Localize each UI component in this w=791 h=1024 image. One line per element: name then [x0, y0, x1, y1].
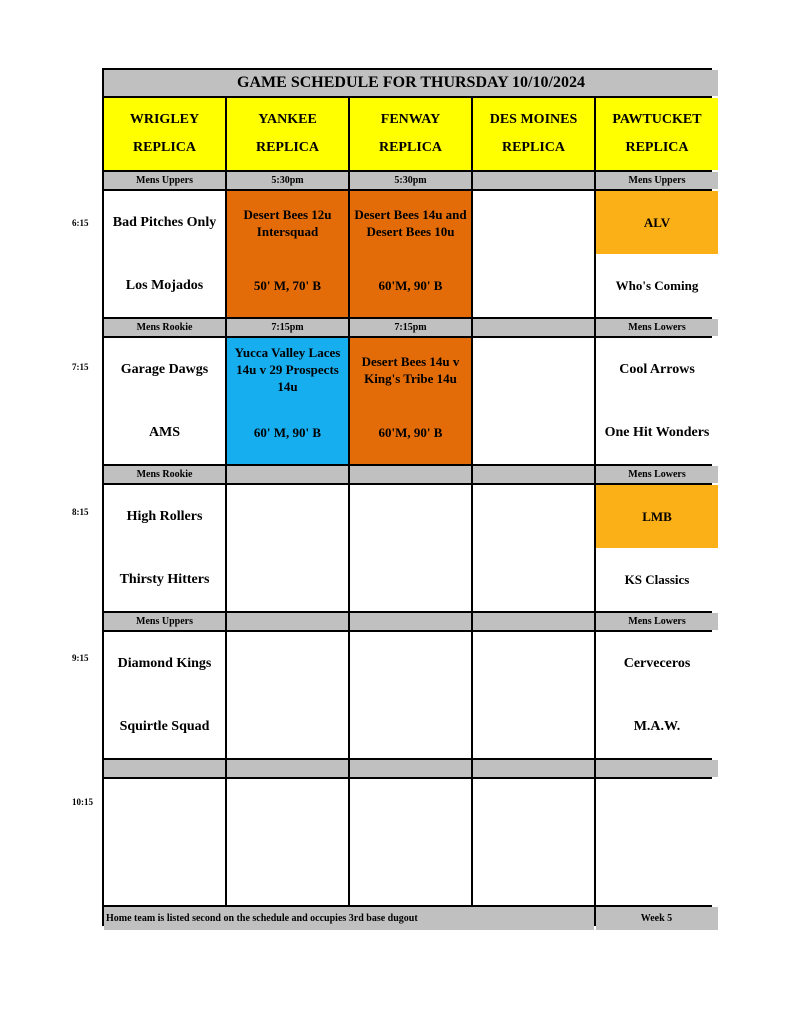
team-home: One Hit Wonders [604, 424, 710, 440]
field-header-fenway [350, 98, 471, 170]
empty-cell [473, 485, 594, 611]
empty-cell [104, 779, 225, 905]
field-header-pawtucket [596, 98, 718, 170]
division-label [473, 466, 594, 483]
division-label [473, 319, 594, 336]
schedule-title: GAME SCHEDULE FOR THURSDAY 10/10/2024 [104, 70, 718, 96]
empty-cell [350, 485, 471, 611]
field-name: FENWAY [380, 112, 441, 127]
field-header-yankee [227, 98, 348, 170]
team-away: Diamond Kings [117, 655, 212, 671]
empty-cell [227, 632, 348, 758]
empty-cell [227, 485, 348, 611]
empty-cell [473, 338, 594, 464]
start-time-label: 5:30pm [227, 172, 348, 189]
division-label [473, 613, 594, 630]
division-label: Mens Lowers [596, 319, 718, 336]
division-label [596, 760, 718, 777]
game-dimensions: 60'M, 90' B [378, 425, 443, 440]
game-cell [350, 338, 471, 464]
game-cell [596, 191, 718, 317]
division-label: Mens Rookie [104, 319, 225, 336]
team-away: High Rollers [126, 508, 203, 524]
start-time-label: 7:15pm [227, 319, 348, 336]
footer-note: Home team is listed second on the schedule and occupies 3rd base dugout [104, 907, 594, 930]
field-subtitle: REPLICA [625, 140, 689, 155]
team-away: Cerveceros [623, 655, 691, 671]
team-home: Los Mojados [125, 277, 204, 293]
game-matchup: Desert Bees 14u and Desert Bees 10u [354, 206, 467, 239]
division-label [473, 172, 594, 189]
field-subtitle: REPLICA [378, 140, 442, 155]
time-label: 8:15 [72, 507, 89, 517]
game-cell [596, 485, 718, 611]
empty-cell [227, 779, 348, 905]
team-home: AMS [148, 424, 181, 440]
team-away: Bad Pitches Only [112, 214, 217, 230]
game-cell [596, 632, 718, 758]
empty-cell [350, 632, 471, 758]
empty-cell [350, 779, 471, 905]
team-home: Who's Coming [615, 278, 699, 293]
empty-cell [473, 191, 594, 317]
week-label: Week 5 [596, 907, 718, 930]
game-matchup: Yucca Valley Laces 14u v 29 Prospects 14u [234, 345, 341, 394]
empty-cell [473, 779, 594, 905]
team-home: KS Classics [624, 572, 690, 587]
team-away: LMB [596, 485, 718, 548]
field-header-wrigley [104, 98, 225, 170]
team-away: Garage Dawgs [120, 361, 209, 377]
division-label [350, 760, 471, 777]
game-matchup: Desert Bees 14u v King's Tribe 14u [361, 353, 460, 386]
field-header-des-moines [473, 98, 594, 170]
field-name: WRIGLEY [129, 112, 200, 127]
game-dimensions: 60' M, 90' B [253, 425, 322, 440]
division-label: Mens Lowers [596, 466, 718, 483]
game-cell [227, 338, 348, 464]
team-home: Thirsty Hitters [119, 571, 210, 587]
time-label: 7:15 [72, 362, 89, 372]
time-label: 6:15 [72, 218, 89, 228]
time-label: 10:15 [72, 797, 93, 807]
field-name: DES MOINES [489, 112, 578, 127]
division-label [227, 613, 348, 630]
time-label: 9:15 [72, 653, 89, 663]
game-cell [104, 485, 225, 611]
field-subtitle: REPLICA [501, 140, 565, 155]
division-label: Mens Rookie [104, 466, 225, 483]
start-time-label: 7:15pm [350, 319, 471, 336]
game-cell [350, 191, 471, 317]
game-dimensions: 50' M, 70' B [253, 278, 322, 293]
empty-cell [473, 632, 594, 758]
field-name: PAWTUCKET [612, 112, 702, 127]
division-label: Mens Lowers [596, 613, 718, 630]
field-name: YANKEE [258, 112, 317, 127]
team-home: M.A.W. [633, 718, 681, 734]
division-label: Mens Uppers [596, 172, 718, 189]
game-matchup: Desert Bees 12u Intersquad [243, 206, 332, 239]
game-cell [104, 338, 225, 464]
team-away: ALV [596, 191, 718, 254]
division-label: Mens Uppers [104, 613, 225, 630]
start-time-label: 5:30pm [350, 172, 471, 189]
team-home: Squirtle Squad [119, 718, 210, 734]
game-cell [104, 191, 225, 317]
field-subtitle: REPLICA [255, 140, 319, 155]
schedule-table [102, 68, 712, 926]
field-subtitle: REPLICA [132, 140, 196, 155]
game-cell [596, 338, 718, 464]
game-cell [104, 632, 225, 758]
game-dimensions: 60'M, 90' B [378, 278, 443, 293]
division-label [350, 613, 471, 630]
division-label [350, 466, 471, 483]
empty-cell [596, 779, 718, 905]
division-label: Mens Uppers [104, 172, 225, 189]
division-label [227, 466, 348, 483]
team-away: Cool Arrows [619, 361, 695, 377]
division-label [473, 760, 594, 777]
division-label [104, 760, 225, 777]
game-cell [227, 191, 348, 317]
division-label [227, 760, 348, 777]
